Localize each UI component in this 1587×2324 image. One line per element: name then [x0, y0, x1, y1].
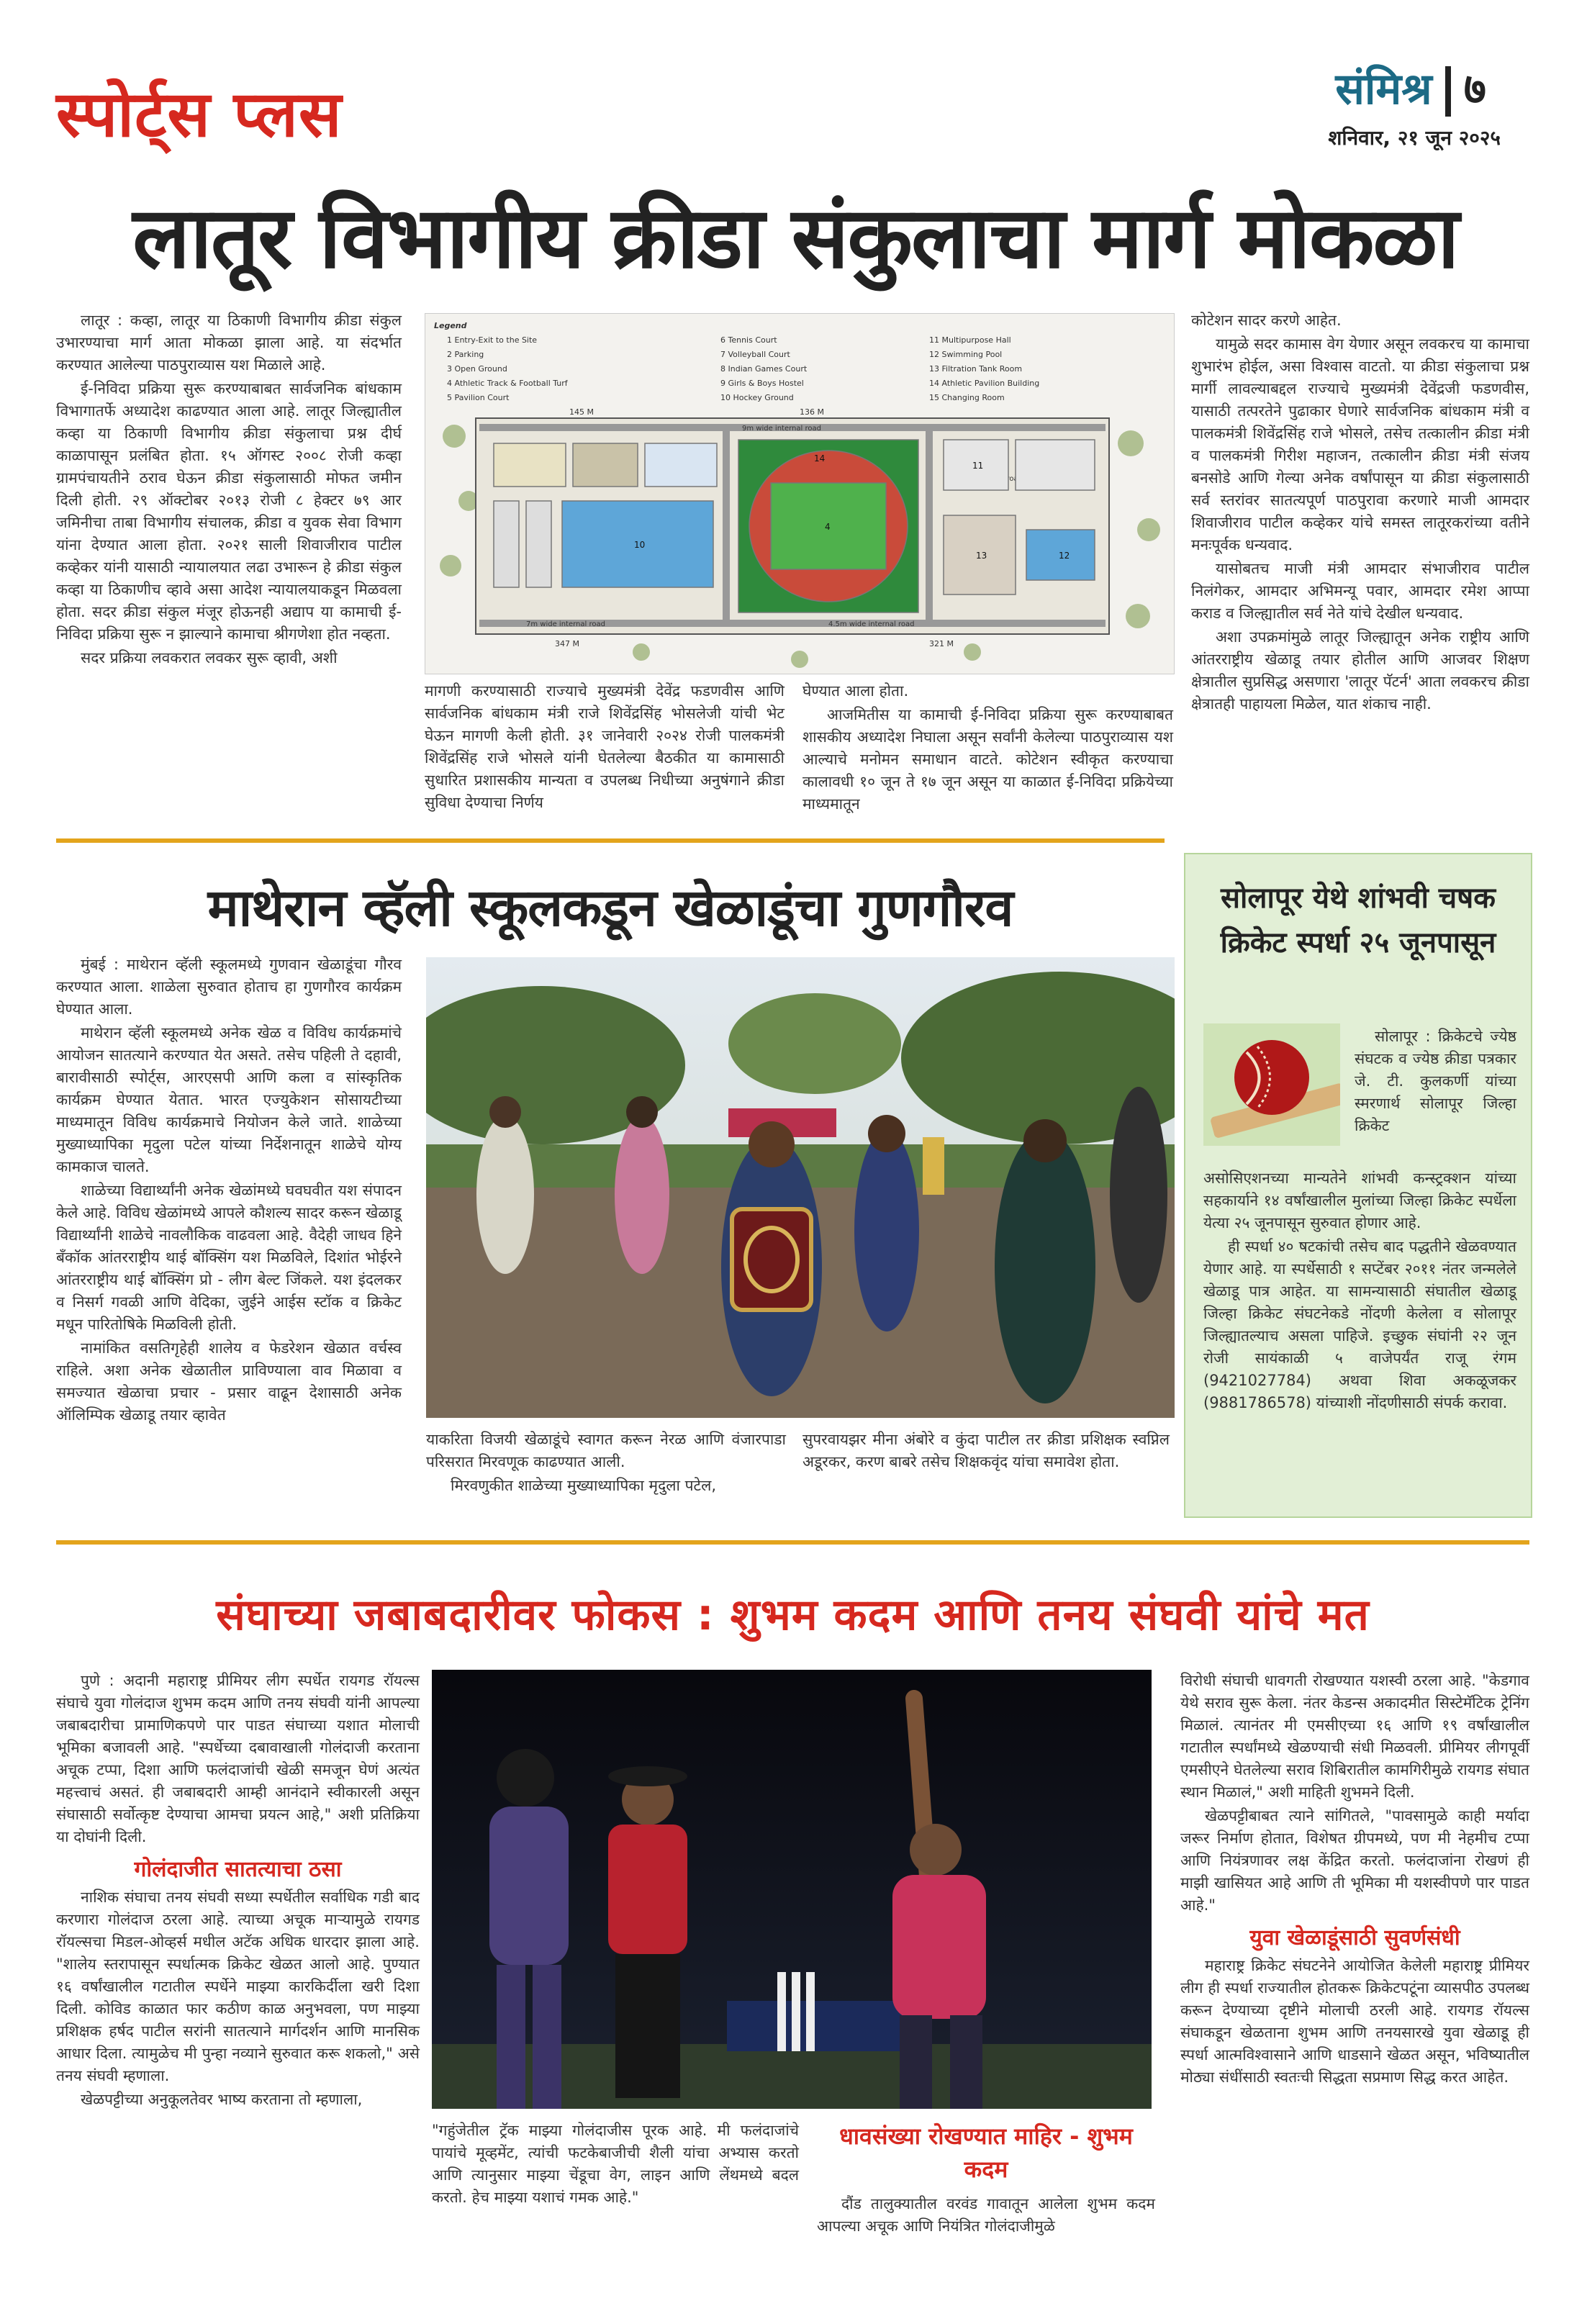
dimension-label: 347 M	[555, 639, 579, 648]
paragraph: महाराष्ट्र क्रिकेट संघटनेने आयोजित केलेली महाराष्ट्र प्रीमियर लीग ही स्पर्धा राज्यातील होतकरू क्रिकेटपटूंना व्यासपीठ उपलब्ध करून देण्याच्या दृष्टीने मोलाची ठरली आहे. रायगड रॉयल्स संघाकडून खेळताना शुभम आणि तनयसारखे युवा खेळाडू ही स्पर्धा आत्मविश्वासाने आणि धाडसाने खेळत असून, भविष्यातील मोठ्या संधींसाठी स्वतःची सिद्धता सप्रमाण सिद्ध करत आहेत.	[1180, 1957, 1529, 2086]
paragraph: "गहुंजेतील ट्रॅक माझ्या गोलंदाजीस पूरक आहे. मी फलंदाजांचे पायांचे मूव्हमेंट, त्यांची फटकेबाजीची शैली यांचा अभ्यास करतो आणि त्यानुसार माझ्या चेंडूचा वेग, लाइन आणि लेंथमध्ये बदल करतो. हेच माझ्या यशाचं गमक आहे."	[432, 2122, 799, 2206]
sidebar-intro	[1355, 1026, 1516, 1139]
legend-item: 5 Pavilion Court	[447, 393, 510, 402]
legend-item: 3 Open Ground	[447, 364, 507, 374]
paragraph: नाशिक संघाचा तनय संघवी सध्या स्पर्धेतील सर्वाधिक गडी बाद करणारा गोलंदाज ठरला आहे. त्याच्या अचूक माऱ्यामुळे रायगड रॉयल्सचा मिडल-ओव्हर्स मधील अटॅक अधिक धारदार झाला आहे. "शालेय स्तरापासून स्पर्धात्मक क्रिकेट खेळत आलो आहे. पुण्यात १६ वर्षांखालील गटातील स्पर्धेने माझ्या कारकिर्दीला खरी दिशा दिली. कोविड काळात फार कठीण काळ अनुभवला, पण माझ्या प्रशिक्षक हर्षद पाटील सरांनी सातत्याने मार्गदर्शन आणि मानसिक आधार दिला. त्यामुळेच मी पुन्हा नव्याने सुरुवात करू शकलो," असे तनय संघवी म्हणाला.	[56, 1889, 420, 2084]
paragraph: नामांकित वसतिगृहेही शालेय व फेडरेशन खेळात वर्चस्व राहिले. अशा अनेक खेळातील प्राविण्याला वाव मिळावा व समज्यात खेळाचा प्रचार - प्रसार वाढून देशासाठी अनेक ऑलिम्पिक खेळाडू तयार व्हावेत	[56, 1339, 402, 1424]
story2-col2	[426, 1429, 786, 1498]
road-label: 9m wide internal road	[742, 425, 821, 433]
legend-item: 4 Athletic Track & Football Turf	[447, 379, 568, 388]
cricket-match-photo	[432, 1670, 1152, 2109]
story1-col1	[56, 309, 402, 671]
paragraph: याकरिता विजयी खेळाडूंचे स्वागत करून नेरळ आणि वंजारपाडा परिसरात मिरवणूक काढण्यात आली.	[426, 1431, 786, 1470]
paragraph: मुंबई : माथेरान व्हॅली स्कूलमध्ये गुणवान खेळाडूंचा गौरव करण्यात आला. शाळेला सुरुवात होताच हा गुणगौरव कार्यक्रम घेण्यात आला.	[56, 956, 402, 1018]
paragraph: मिरवणुकीत शाळेच्या मुख्याध्यापिका मृदुला पटेल,	[451, 1477, 717, 1494]
paragraph: ई-निविदा प्रक्रिया सुरू करण्याबाबत सार्वजनिक बांधकाम विभागातर्फे अध्यादेश काढण्यात आला आहे. लातूर जिल्ह्यातील कव्हा या ठिकाणी विभागीय क्रीडा संकुलाचा प्रश्न दीर्घ काळापासून प्रलंबित होता. १५ ऑगस्ट २००८ रोजी कव्हा ग्रामपंचायतीने ठराव घेऊन क्रीडा संकुलासाठी मोफत जमीन दिली होती. २९ ऑक्टोबर २०१३ रोजी ८ हेक्टर ७९ आर जमिनीचा ताबा विभागीय संचालक, क्रीडा व युवक सेवा विभाग यांना देण्यात आला होता. २०२१ साली शिवाजीराव पाटील कव्हेकर यांनी यासाठी न्यायालयात लढा उभारून हे क्रीडा संकुल कव्हा या ठिकाणीच व्हावे असा आदेश न्यायालयाकडून मिळवला होता. सदर क्रीडा संकुल मंजूर होऊनही अद्याप या कामाची ई-निविदा प्रक्रिया सुरू न झाल्याने कामाचा श्रीगणेशा होत नव्हता.	[56, 380, 402, 643]
svg-text:10: 10	[634, 540, 646, 550]
legend-item: 7 Volleyball Court	[720, 350, 790, 359]
paragraph: लातूर : कव्हा, लातूर या ठिकाणी विभागीय क्रीडा संकुल उभारण्याचा मार्ग आता मोकळा झाला आहे. या संदर्भात करण्यात आलेल्या पाठपुराव्यास यश मिळाले आहे.	[56, 312, 402, 374]
paragraph: मागणी करण्यासाठी राज्याचे मुख्यमंत्री देवेंद्र फडणवीस आणि सार्वजनिक बांधकाम मंत्री राजे शिवेंद्रसिंह भोसलेजी यांची भेट घेऊन मागणी केली होती. ३१ जानेवारी २०२४ रोजी पालकमंत्री शिवेंद्रसिंह राजे भोसले यांनी घेतलेल्या बैठकीत या कामासाठी सुधारित प्रशासकीय मान्यता व उपलब्ध निधीच्या अनुषंगाने क्रीडा सुविधा देण्याचा निर्णय	[425, 682, 785, 811]
story2-headline: माथेरान व्हॅली स्कूलकडून खेळाडूंचा गुणगौरव	[207, 877, 1013, 938]
page-number: ७	[1463, 64, 1486, 114]
legend-item: 2 Parking	[447, 350, 484, 359]
svg-text:4: 4	[825, 522, 831, 532]
paragraph-wrap	[817, 2193, 1155, 2238]
school-felicitation-photo	[426, 957, 1175, 1418]
legend-item: 12 Swimming Pool	[929, 350, 1003, 359]
paragraph: सुपरवायझर मीना अंबोरे व कुंदा पाटील तर क्रीडा प्रशिक्षक स्वप्निल अडूरकर, करण बाबरे तसेच शिक्षकवृंद यांचा समावेश होता.	[802, 1431, 1170, 1470]
section-rule	[56, 838, 1165, 843]
paragraph: दौंड तालुक्यातील वरवंड गावातून आलेला शुभम कदम आपल्या अचूक आणि नियंत्रित गोलंदाजीमुळे	[817, 2195, 1155, 2235]
svg-text:14: 14	[814, 453, 826, 464]
paragraph: खेळपट्टीबाबत त्याने सांगितले, "पावसामुळे काही मर्यादा जरूर निर्माण होतात, विशेषत ग्रीपमध्ये, पण मी नेहमीच टप्पा आणि नियंत्रणावर लक्ष केंद्रित करतो. फलंदाजांना रोखणं ही माझी खासियत आहे आणि ती भूमिका मी यशस्वीपणे पार पाडत आहे."	[1180, 1807, 1529, 1914]
legend-item: 8 Indian Games Court	[720, 364, 808, 374]
svg-text:13: 13	[976, 551, 987, 561]
divider	[1445, 66, 1451, 117]
legend-item: 1 Entry-Exit to the Site	[447, 335, 538, 345]
svg-text:12: 12	[1059, 551, 1070, 561]
road-label: 7m wide internal road	[526, 620, 605, 628]
paragraph: माथेरान व्हॅली स्कूलमध्ये अनेक खेळ व विविध कार्यक्रमांचे आयोजन सातत्याने करण्यात येत असते. तसेच पहिली ते दहावी, बारावीसाठी स्पोर्ट्स, आरएसपी आणि कला व सांस्कृतिक कार्यक्रम घेण्यात येतात. भारत एज्युकेशन सोसायटीच्या माध्यमातून विविध कार्यक्रमाचे नियोजन केले जाते. शाळेच्या मुख्याध्यापिका मृदुला पटेल यांच्या निर्देशनातून शाळेचे योग्य कामकाज चालते.	[56, 1024, 402, 1175]
sidebar-body	[1203, 1167, 1516, 1416]
paragraph: यासोबतच माजी मंत्री आमदार संभाजीराव पाटील निलंगेकर, आमदार अभिमन्यू पवार, आमदार रमेश आप्पा कराड व जिल्ह्यातील सर्व नेते यांचे देखील धन्यवाद.	[1191, 560, 1529, 622]
legend-item: 10 Hockey Ground	[720, 393, 794, 402]
paragraph: शाळेच्या विद्यार्थ्यांनी अनेक खेळांमध्ये घवघवीत यश संपादन केले आहे. विविध खेळांमध्ये आपले कौशल्य सादर करून खेळाडू विद्यार्थ्यांनी शाळेचे नावलौकिक वाढवला आहे. वैदेही जाधव हिने बँकॉक आंतरराष्ट्रीय थाई बॉक्सिंग यश मिळविले, दिशांत भोईरने आंतरराष्ट्रीय थाई बॉक्सिंग प्रो - लीग बेल्ट जिंकले. यश इंदलकर व निसर्ग गवळी आणि वेदिका, जुईने आईस स्टॉक व क्रिकेट मधून पारितोषिके मिळविली होती.	[56, 1182, 402, 1333]
legend-item: 11 Multipurpose Hall	[929, 335, 1011, 345]
paragraph: असोसिएशनच्या मान्यतेने शांभवी कन्स्ट्रक्शन यांच्या सहकार्याने १४ वर्षांखालील मुलांच्या जिल्हा क्रिकेट स्पर्धेला येत्या २५ जूनपासून सुरुवात होणार आहे.	[1203, 1170, 1516, 1231]
paragraph: अशा उपक्रमांमुळे लातूर जिल्ह्यातून अनेक राष्ट्रीय आणि आंतरराष्ट्रीय खेळाडू तयार होतील आणि आजवर शिक्षण क्षेत्रातील सुप्रसिद्ध असणारा 'लातूर पॅटर्न' आता लवकरच क्रीडा क्षेत्रातही पाहायला मिळेल, यात शंकाच नाही.	[1191, 628, 1529, 713]
dimension-label: 321 M	[929, 639, 954, 648]
section-label	[1335, 58, 1486, 117]
story1-col4	[1191, 309, 1529, 717]
paragraph: सोलापूर : क्रिकेटचे ज्येष्ठ संघटक व ज्येष्ठ क्रीडा पत्रकार जे. टी. कुलकर्णी यांच्या स्मरणार्थ सोलापूर जिल्हा क्रिकेट	[1355, 1028, 1516, 1134]
masthead: स्पोर्ट्स प्लस	[56, 76, 343, 151]
site-plan-drawing	[425, 314, 1174, 674]
legend-item: 14 Athletic Pavilion Building	[929, 379, 1040, 388]
paragraph: विरोधी संघाची धावगती रोखण्यात यशस्वी ठरला आहे. "केडगाव येथे सराव सुरू केला. नंतर केडन्स अकादमीत सिस्टेमॅटिक ट्रेनिंग मिळालं. त्यानंतर मी एमसीएच्या १६ आणि १९ वर्षांखालील गटातील स्पर्धांमध्ये खेळण्याची संधी मिळवली. प्रीमियर लीगपूर्वी एमसीएने घेतलेल्या सराव शिबिरातील कामगिरीमुळे रायगड संघात स्थान मिळालं," अशी माहिती शुभमने दिली.	[1180, 1672, 1529, 1801]
story1-col3	[802, 680, 1173, 817]
paragraph: सदर प्रक्रिया लवकरात लवकर सुरू व्हावी, अशी	[81, 649, 338, 666]
legend-item: 13 Filtration Tank Room	[929, 364, 1023, 374]
section-rule	[56, 1540, 1529, 1545]
story3-col2	[432, 2120, 799, 2210]
paragraph: खेळपट्टीच्या अनुकूलतेवर भाष्य करताना तो म्हणाला,	[81, 2091, 363, 2108]
legend-title: Legend	[434, 321, 467, 330]
subhead: युवा खेळाडूंसाठी सुवर्णसंधी	[1249, 1925, 1460, 1950]
story1-col2	[425, 680, 785, 815]
dateline: शनिवार, २१ जून २०२५	[1328, 126, 1501, 150]
dimension-label: 145 M	[569, 407, 594, 417]
svg-text:11: 11	[972, 461, 984, 471]
section-name: संमिश्र	[1335, 64, 1432, 114]
road-label: 4.5m wide internal road	[828, 620, 915, 628]
paragraph: घेण्यात आला होता.	[802, 682, 909, 700]
dimension-label: 136 M	[800, 407, 824, 417]
paragraph: पुणे : अदानी महाराष्ट्र प्रीमियर लीग स्पर्धेत रायगड रॉयल्स संघाचे युवा गोलंदाज शुभम कदम आणि तनय संघवी यांनी आपल्या जबाबदारीचा प्रामाणिकपणे पार पाडत संघाच्या यशात मोलाची भूमिका बजावली आहे. "स्पर्धेच्या दबावाखाली गोलंदाजी करताना अचूक टप्पा, दिशा आणि फलंदाजांची खेळी समजून घेणं अत्यंत महत्त्वाचं असतं. ही जबाबदारी आम्ही आनंदाने स्वीकारली असून संघासाठी सर्वोत्कृष्ट देण्याचा आमचा प्रयत्न आहे," अशी प्रतिक्रिया या दोघांनी दिली.	[56, 1672, 420, 1845]
subhead: धावसंख्या रोखण्यात माहिर - शुभम कदम	[839, 2122, 1133, 2183]
story2-col3	[802, 1429, 1170, 1475]
story3-headline: संघाच्या जबाबदारीवर फोकस : शुभम कदम आणि तनय संघवी यांचे मत	[216, 1590, 1370, 1640]
legend-item: 9 Girls & Boys Hostel	[720, 379, 804, 388]
story2-col1	[56, 954, 402, 1428]
paragraph: आजमितीस या कामाची ई-निविदा प्रक्रिया सुरू करण्याबाबत शासकीय अध्यादेश निघाला असून सर्वांनी केलेल्या पाठपुराव्यास यश आल्याचे मनोमन समाधान वाटते. कोटेशन स्वीकृत करण्याचा कालावधी १० जून ते १७ जून असून या काळात ई-निविदा प्रक्रियेच्या माध्यमातून	[802, 706, 1173, 813]
story3-col3	[817, 2120, 1155, 2239]
subhead: गोलंदाजीत सातत्याचा ठसा	[134, 1857, 342, 1882]
story1-headline: लातूर विभागीय क्रीडा संकुलाचा मार्ग मोकळा	[132, 188, 1458, 287]
sidebar-headline: सोलापूर येथे शांभवी चषक क्रिकेट स्पर्धा २५ जूनपासून	[1220, 882, 1496, 959]
solapur-cricket-box	[1184, 853, 1532, 1518]
road-label: road	[1006, 475, 1023, 483]
legend-item: 15 Changing Room	[929, 393, 1005, 402]
story3-col1	[56, 1670, 420, 2112]
site-plan-image	[425, 313, 1175, 674]
legend-item: 6 Tennis Court	[720, 335, 777, 345]
cricket-ball-image	[1203, 1023, 1340, 1146]
paragraph: यामुळे सदर कामास वेग येणार असून लवकरच या कामाचा शुभारंभ होईल, असा विश्वास वाटतो. या क्रीडा संकुलाचा प्रश्न मार्गी लावल्याबद्दल राज्याचे मुख्यमंत्री देवेंद्रजी फडणवीस, यासाठी तत्परतेने पुढाकार घेणारे सार्वजनिक बांधकाम मंत्री व पालकमंत्री शिवेंद्रसिंह राजे भोसले, तसेच तत्कालीन क्रीडा मंत्री व पालकमंत्री गिरीश महाजन, तत्कालीन क्रीडा मंत्री संजय बनसोडे आणि गेल्या अनेक वर्षांपासून या क्रीडा संकुलासाठी सर्व स्तरांवर सातत्यपूर्ण पाठपुरावा करणारे माजी आमदार शिवाजीराव पाटील कव्हेकर यांचे समस्त लातूरकरांच्या वतीने मनःपूर्वक धन्यवाद.	[1191, 335, 1529, 553]
story3-col4	[1180, 1670, 1529, 2090]
paragraph: ही स्पर्धा ४० षटकांची तसेच बाद पद्धतीने खेळवण्यात येणार आहे. या स्पर्धेसाठी १ सप्टेंबर २०११ नंतर जन्मलेले खेळाडू पात्र आहेत. या सामन्यासाठी संघातील खेळाडू जिल्हा क्रिकेट संघटनेकडे नोंदणी केलेला व सोलापूर जिल्ह्यातल्याच असला पाहिजे. इच्छुक संघांनी २२ जून रोजी सायंकाळी ५ वाजेपर्यंत राजू रंगम (9421027784) अथवा शिवा अकळूजकर (9881786578) यांच्याशी नोंदणीसाठी संपर्क करावा.	[1203, 1238, 1516, 1411]
paragraph: कोटेशन सादर करणे आहेत.	[1191, 312, 1342, 329]
